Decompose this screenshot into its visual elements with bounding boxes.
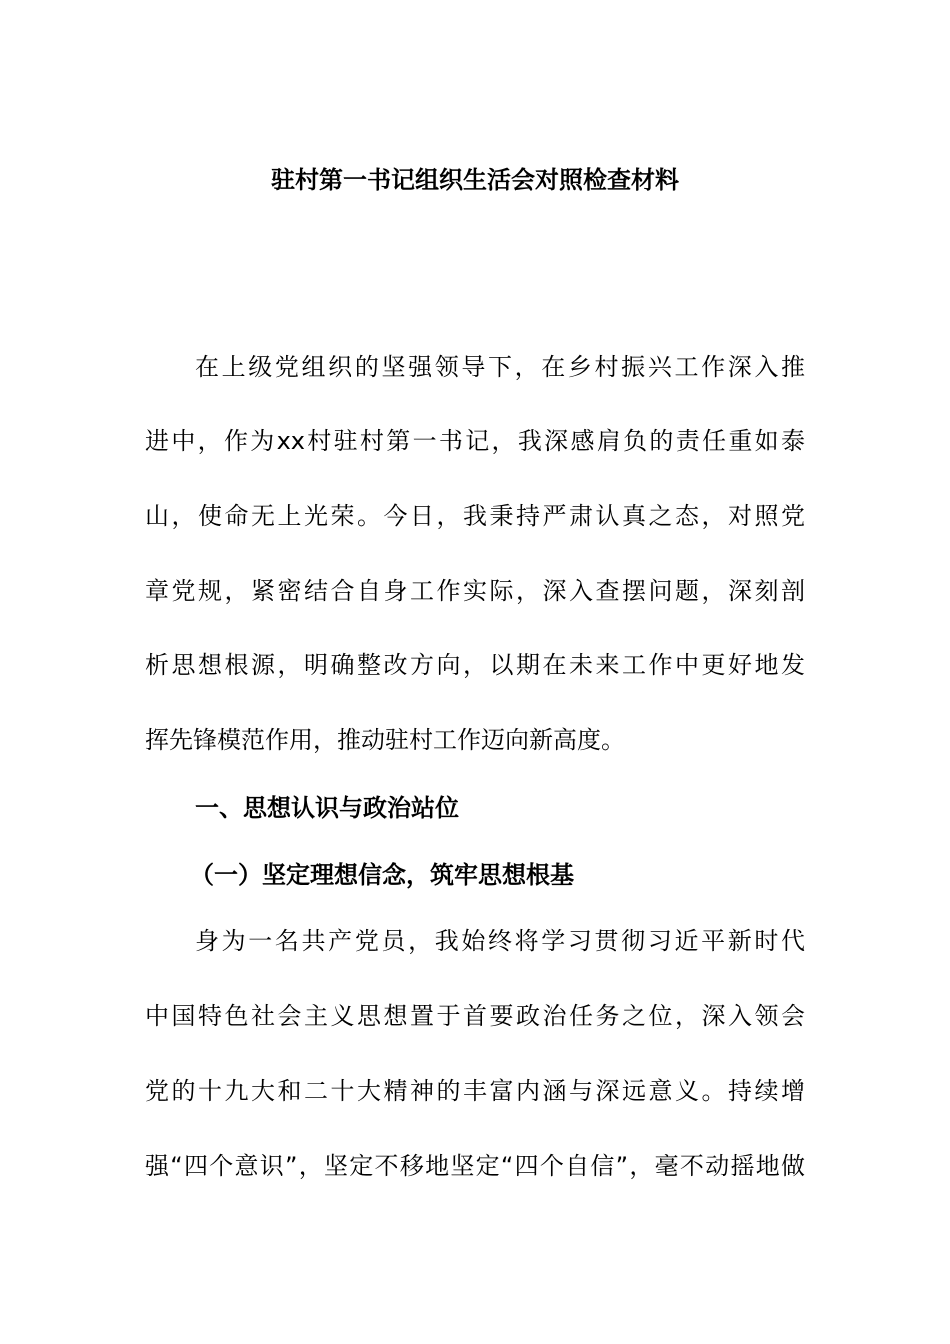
body-line-3: 党的十九大和二十大精神的丰富内涵与深远意义。持续增: [145, 1077, 805, 1105]
subsection-1-heading: （一）坚定理想信念，筑牢思想根基: [190, 861, 574, 889]
intro-line-6: 挥先锋模范作用，推动驻村工作迈向新高度。: [145, 726, 625, 754]
intro-line-2: 进中，作为xx村驻村第一书记，我深感肩负的责任重如泰: [145, 427, 805, 455]
intro-line-3: 山，使命无上光荣。今日，我秉持严肃认真之态，对照党: [145, 502, 805, 530]
body-line-2: 中国特色社会主义思想置于首要政治任务之位，深入领会: [145, 1002, 805, 1030]
body-line-4: 强“四个意识”，坚定不移地坚定“四个自信”，毫不动摇地做: [145, 1152, 805, 1180]
section-1-heading: 一、思想认识与政治站位: [195, 794, 459, 822]
body-line-1: 身为一名共产党员，我始终将学习贯彻习近平新时代: [195, 927, 805, 955]
intro-line-4: 章党规，紧密结合自身工作实际，深入查摆问题，深刻剖: [145, 577, 805, 605]
intro-line-5: 析思想根源，明确整改方向，以期在未来工作中更好地发: [145, 651, 805, 679]
document-title: 驻村第一书记组织生活会对照检查材料: [271, 166, 679, 194]
intro-line-1: 在上级党组织的坚强领导下，在乡村振兴工作深入推: [195, 353, 805, 381]
